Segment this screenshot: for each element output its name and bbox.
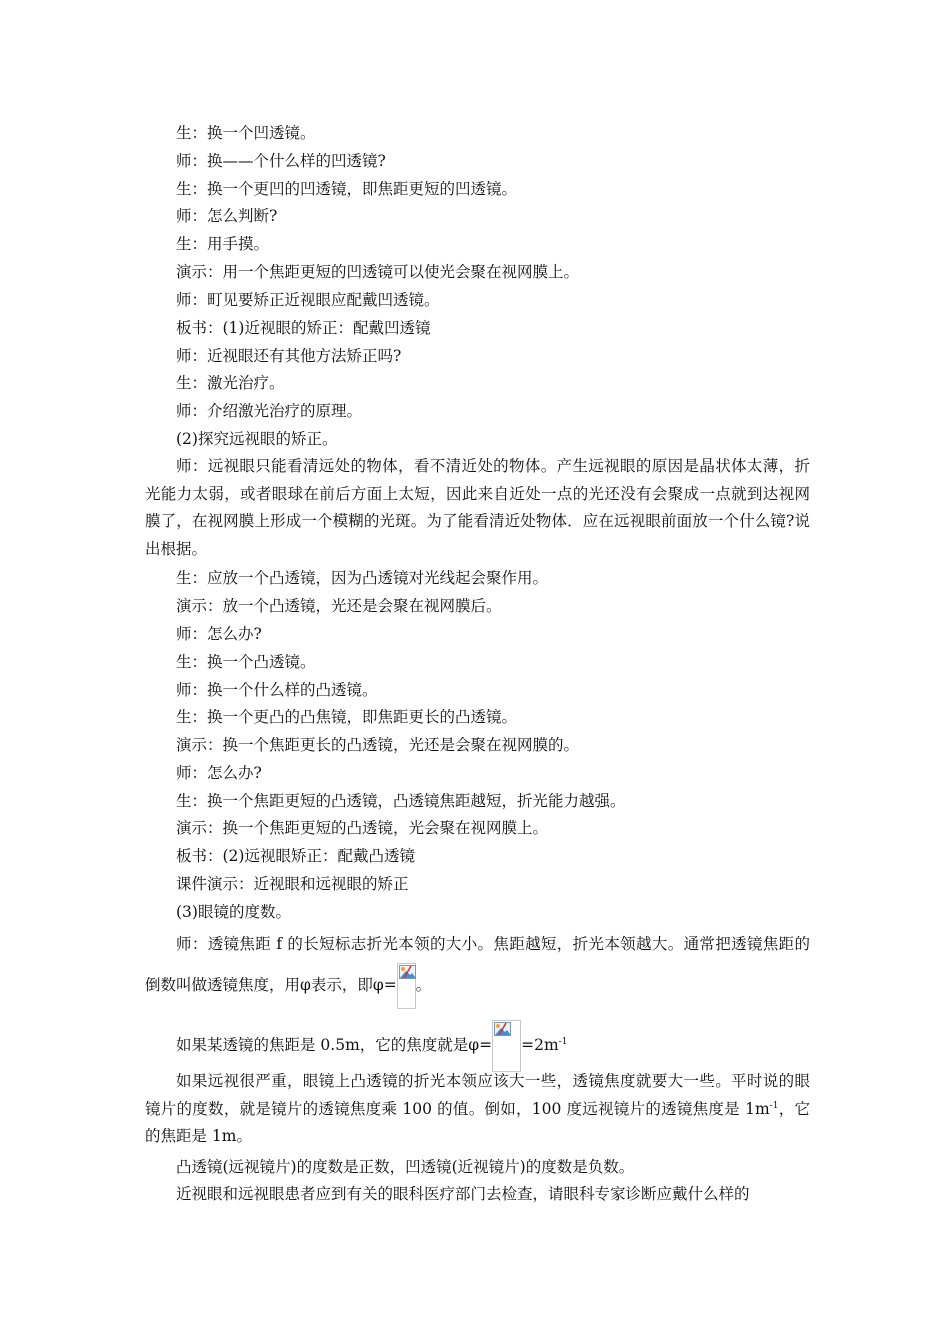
dialogue-line: 师：怎么判断? <box>176 207 278 225</box>
section-heading: (3)眼镜的度数。 <box>176 903 291 921</box>
example-line <box>176 1020 567 1072</box>
paragraph-checkup: 近视眼和远视眼患者应到有关的眼科医疗部门去检查，请眼科专家诊断应戴什么样的 <box>176 1185 750 1203</box>
dialogue-line: 师：怎么办? <box>176 625 262 643</box>
dialogue-line: 生：换一个更凸的凸焦镜，即焦距更长的凸透镜。 <box>176 708 518 726</box>
dialogue-line: 师：换一个什么样的凸透镜。 <box>176 681 378 699</box>
formula-image-placeholder <box>492 1020 521 1072</box>
focal-power-end: 。 <box>415 976 432 994</box>
dialogue-line: 生：换一个焦距更短的凸透镜，凸透镜焦距越短，折光能力越强。 <box>176 792 626 810</box>
broken-image-icon <box>494 1022 511 1036</box>
focal-power-text: 师：透镜焦距 f 的长短标志折光本领的大小。焦距越短，折光本领越大。通常把透镜焦距的倒数叫做透镜焦度，用φ表示，即φ= <box>145 935 810 994</box>
paragraph-lens-sign: 凸透镜(远视镜片)的度数是正数，凹透镜(近视镜片)的度数是负数。 <box>176 1158 635 1176</box>
dialogue-line: 板书：(2)远视眼矫正：配戴凸透镜 <box>176 847 415 865</box>
dialogue-line: 演示：用一个焦距更短的凹透镜可以使光会聚在视网膜上。 <box>176 263 580 281</box>
dialogue-line: 师：町见要矫正近视眼应配戴凹透镜。 <box>176 291 440 309</box>
example-text: 如果某透镜的焦距是 0.5m，它的焦度就是φ= <box>176 1036 493 1054</box>
dialogue-line: 师：换——个什么样的凹透镜? <box>176 152 386 170</box>
dialogue-line: 生：用手摸。 <box>176 235 270 253</box>
paragraph-focal-power <box>145 925 810 1009</box>
dialogue-line: 生：换一个凸透镜。 <box>176 653 316 671</box>
lens-degree-tail: ，它的焦距是 1m。 <box>145 1099 810 1145</box>
dialogue-line: 师：介绍激光治疗的原理。 <box>176 402 363 420</box>
dialogue-line: 生：应放一个凸透镜，因为凸透镜对光线起会聚作用。 <box>176 569 549 587</box>
dialogue-line: 师：近视眼还有其他方法矫正吗? <box>176 347 402 365</box>
dialogue-line: 生：换一个凹透镜。 <box>176 124 316 142</box>
dialogue-line: 演示：换一个焦距更短的凸透镜，光会聚在视网膜上。 <box>176 819 549 837</box>
paragraph-lens-degree <box>145 1068 810 1151</box>
dialogue-line: 师：怎么办? <box>176 764 262 782</box>
section-heading: (2)探究远视眼的矫正。 <box>176 430 338 448</box>
example-exponent: -1 <box>558 1037 568 1047</box>
broken-image-icon <box>399 965 416 979</box>
dialogue-line: 生：换一个更凹的凹透镜，即焦距更短的凹透镜。 <box>176 180 518 198</box>
dialogue-line: 生：激光治疗。 <box>176 374 285 392</box>
dialogue-line: 课件演示：近视眼和远视眼的矫正 <box>176 875 409 893</box>
formula-image-placeholder <box>397 963 416 1009</box>
dialogue-line: 演示：换一个焦距更长的凸透镜，光还是会聚在视网膜的。 <box>176 736 580 754</box>
dialogue-line: 演示：放一个凸透镜，光还是会聚在视网膜后。 <box>176 597 502 615</box>
lens-degree-exponent: -1 <box>769 1100 779 1111</box>
example-result: =2m <box>521 1036 559 1054</box>
lens-degree-text: 如果远视很严重，眼镜上凸透镜的折光本领应该大一些，透镜焦度就要大一些。平时说的眼镜片的度数，就是镜片的透镜焦度乘 100 的值。倒如，100 度远视镜片的透镜焦度是 1m <box>145 1072 810 1118</box>
dialogue-line: 板书：(1)近视眼的矫正：配戴凹透镜 <box>176 319 431 337</box>
paragraph-far-sight: 师：远视眼只能看清远处的物体，看不清近处的物体。产生远视眼的原因是晶状体太薄，折光能力太弱，或者眼球在前后方面上太短，因此来自近处一点的光还没有会聚成一点就到达视网膜了，在视网膜上形成一个模糊的光斑。为了能看清近处物体．应在远视眼前面放一个什么镜?说出根据。 <box>145 457 810 558</box>
